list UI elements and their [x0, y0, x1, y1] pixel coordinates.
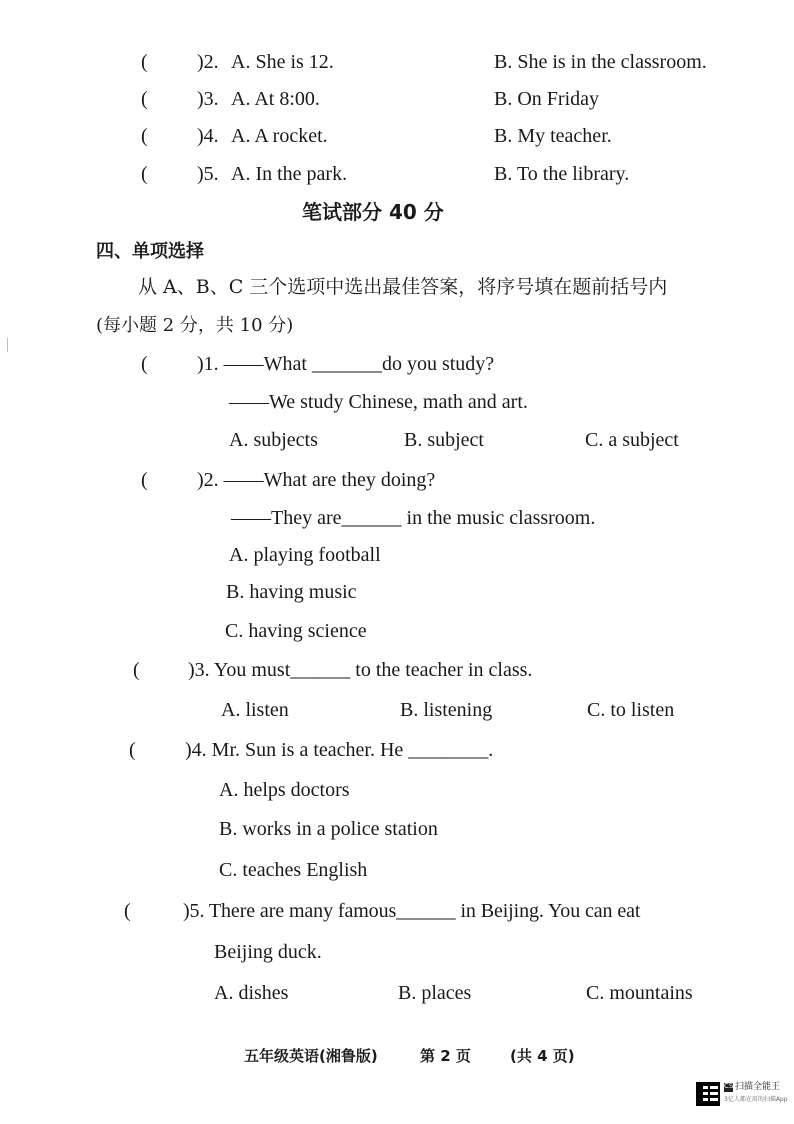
question-stem: )4. Mr. Sun is a teacher. He ________.: [185, 739, 494, 761]
scanner-logo-icon: CS: [724, 1082, 734, 1090]
item-number: )3.: [197, 88, 219, 110]
question-stem: )3. You must______ to the teacher in class.: [188, 659, 533, 681]
section-title: 四、单项选择: [96, 241, 204, 262]
option-c: C. mountains: [586, 982, 693, 1004]
answer-paren: (: [141, 125, 148, 147]
footer-page: 第 2 页: [420, 1047, 471, 1065]
option-c: C. having science: [225, 620, 367, 642]
scanner-name: 扫描全能王: [735, 1082, 781, 1092]
scoring-note: (每小题 2 分，共 10 分): [96, 315, 294, 336]
option-b: B. My teacher.: [494, 125, 612, 147]
answer-paren: (: [141, 51, 148, 73]
qr-code-icon: [696, 1082, 720, 1106]
question-line: ——They are______ in the music classroom.: [231, 507, 596, 529]
answer-paren: (: [133, 659, 140, 681]
option-b: B. To the library.: [494, 163, 630, 185]
item-number: )5.: [197, 163, 219, 185]
option-a: A. subjects: [229, 429, 318, 451]
option-a: A. listen: [221, 699, 289, 721]
option-c: C. to listen: [587, 699, 675, 721]
answer-paren: (: [129, 739, 136, 761]
option-a: A. A rocket.: [231, 125, 328, 147]
written-part-title: 笔试部分 40 分: [302, 200, 444, 224]
option-b: B. works in a police station: [219, 818, 438, 840]
option-a: A. In the park.: [231, 163, 348, 185]
instruction-text: 从 A、B、C 三个选项中选出最佳答案，将序号填在题前括号内: [138, 276, 668, 298]
option-b: B. On Friday: [494, 88, 599, 110]
scanner-badge: [724, 1083, 780, 1092]
footer-subject: 五年级英语(湘鲁版): [244, 1047, 378, 1065]
answer-paren: (: [141, 353, 148, 375]
answer-paren: (: [124, 900, 131, 922]
option-b: B. She is in the classroom.: [494, 51, 707, 73]
question-line: Beijing duck.: [214, 941, 322, 963]
answer-paren: (: [141, 88, 148, 110]
option-a: A. helps doctors: [219, 779, 350, 801]
scanner-tagline: 3亿人都在用的扫描App: [724, 1096, 788, 1103]
option-a: A. She is 12.: [231, 51, 334, 73]
question-stem: )5. There are many famous______ in Beijing. You can eat: [183, 900, 641, 922]
margin-mark: [7, 338, 8, 352]
option-b: B. places: [398, 982, 472, 1004]
option-a: A. At 8:00.: [231, 88, 320, 110]
option-b: B. subject: [404, 429, 484, 451]
option-c: C. teaches English: [219, 859, 368, 881]
option-c: C. a subject: [585, 429, 679, 451]
answer-paren: (: [141, 163, 148, 185]
question-stem: )2. ——What are they doing?: [197, 469, 436, 491]
answer-paren: (: [141, 469, 148, 491]
item-number: )4.: [197, 125, 219, 147]
option-a: A. dishes: [214, 982, 289, 1004]
option-a: A. playing football: [229, 544, 381, 566]
footer-total: (共 4 页): [510, 1047, 575, 1065]
question-stem: )1. ——What _______do you study?: [197, 353, 495, 375]
question-line: ——We study Chinese, math and art.: [229, 391, 528, 413]
option-b: B. listening: [400, 699, 493, 721]
item-number: )2.: [197, 51, 219, 73]
option-b: B. having music: [226, 581, 357, 603]
